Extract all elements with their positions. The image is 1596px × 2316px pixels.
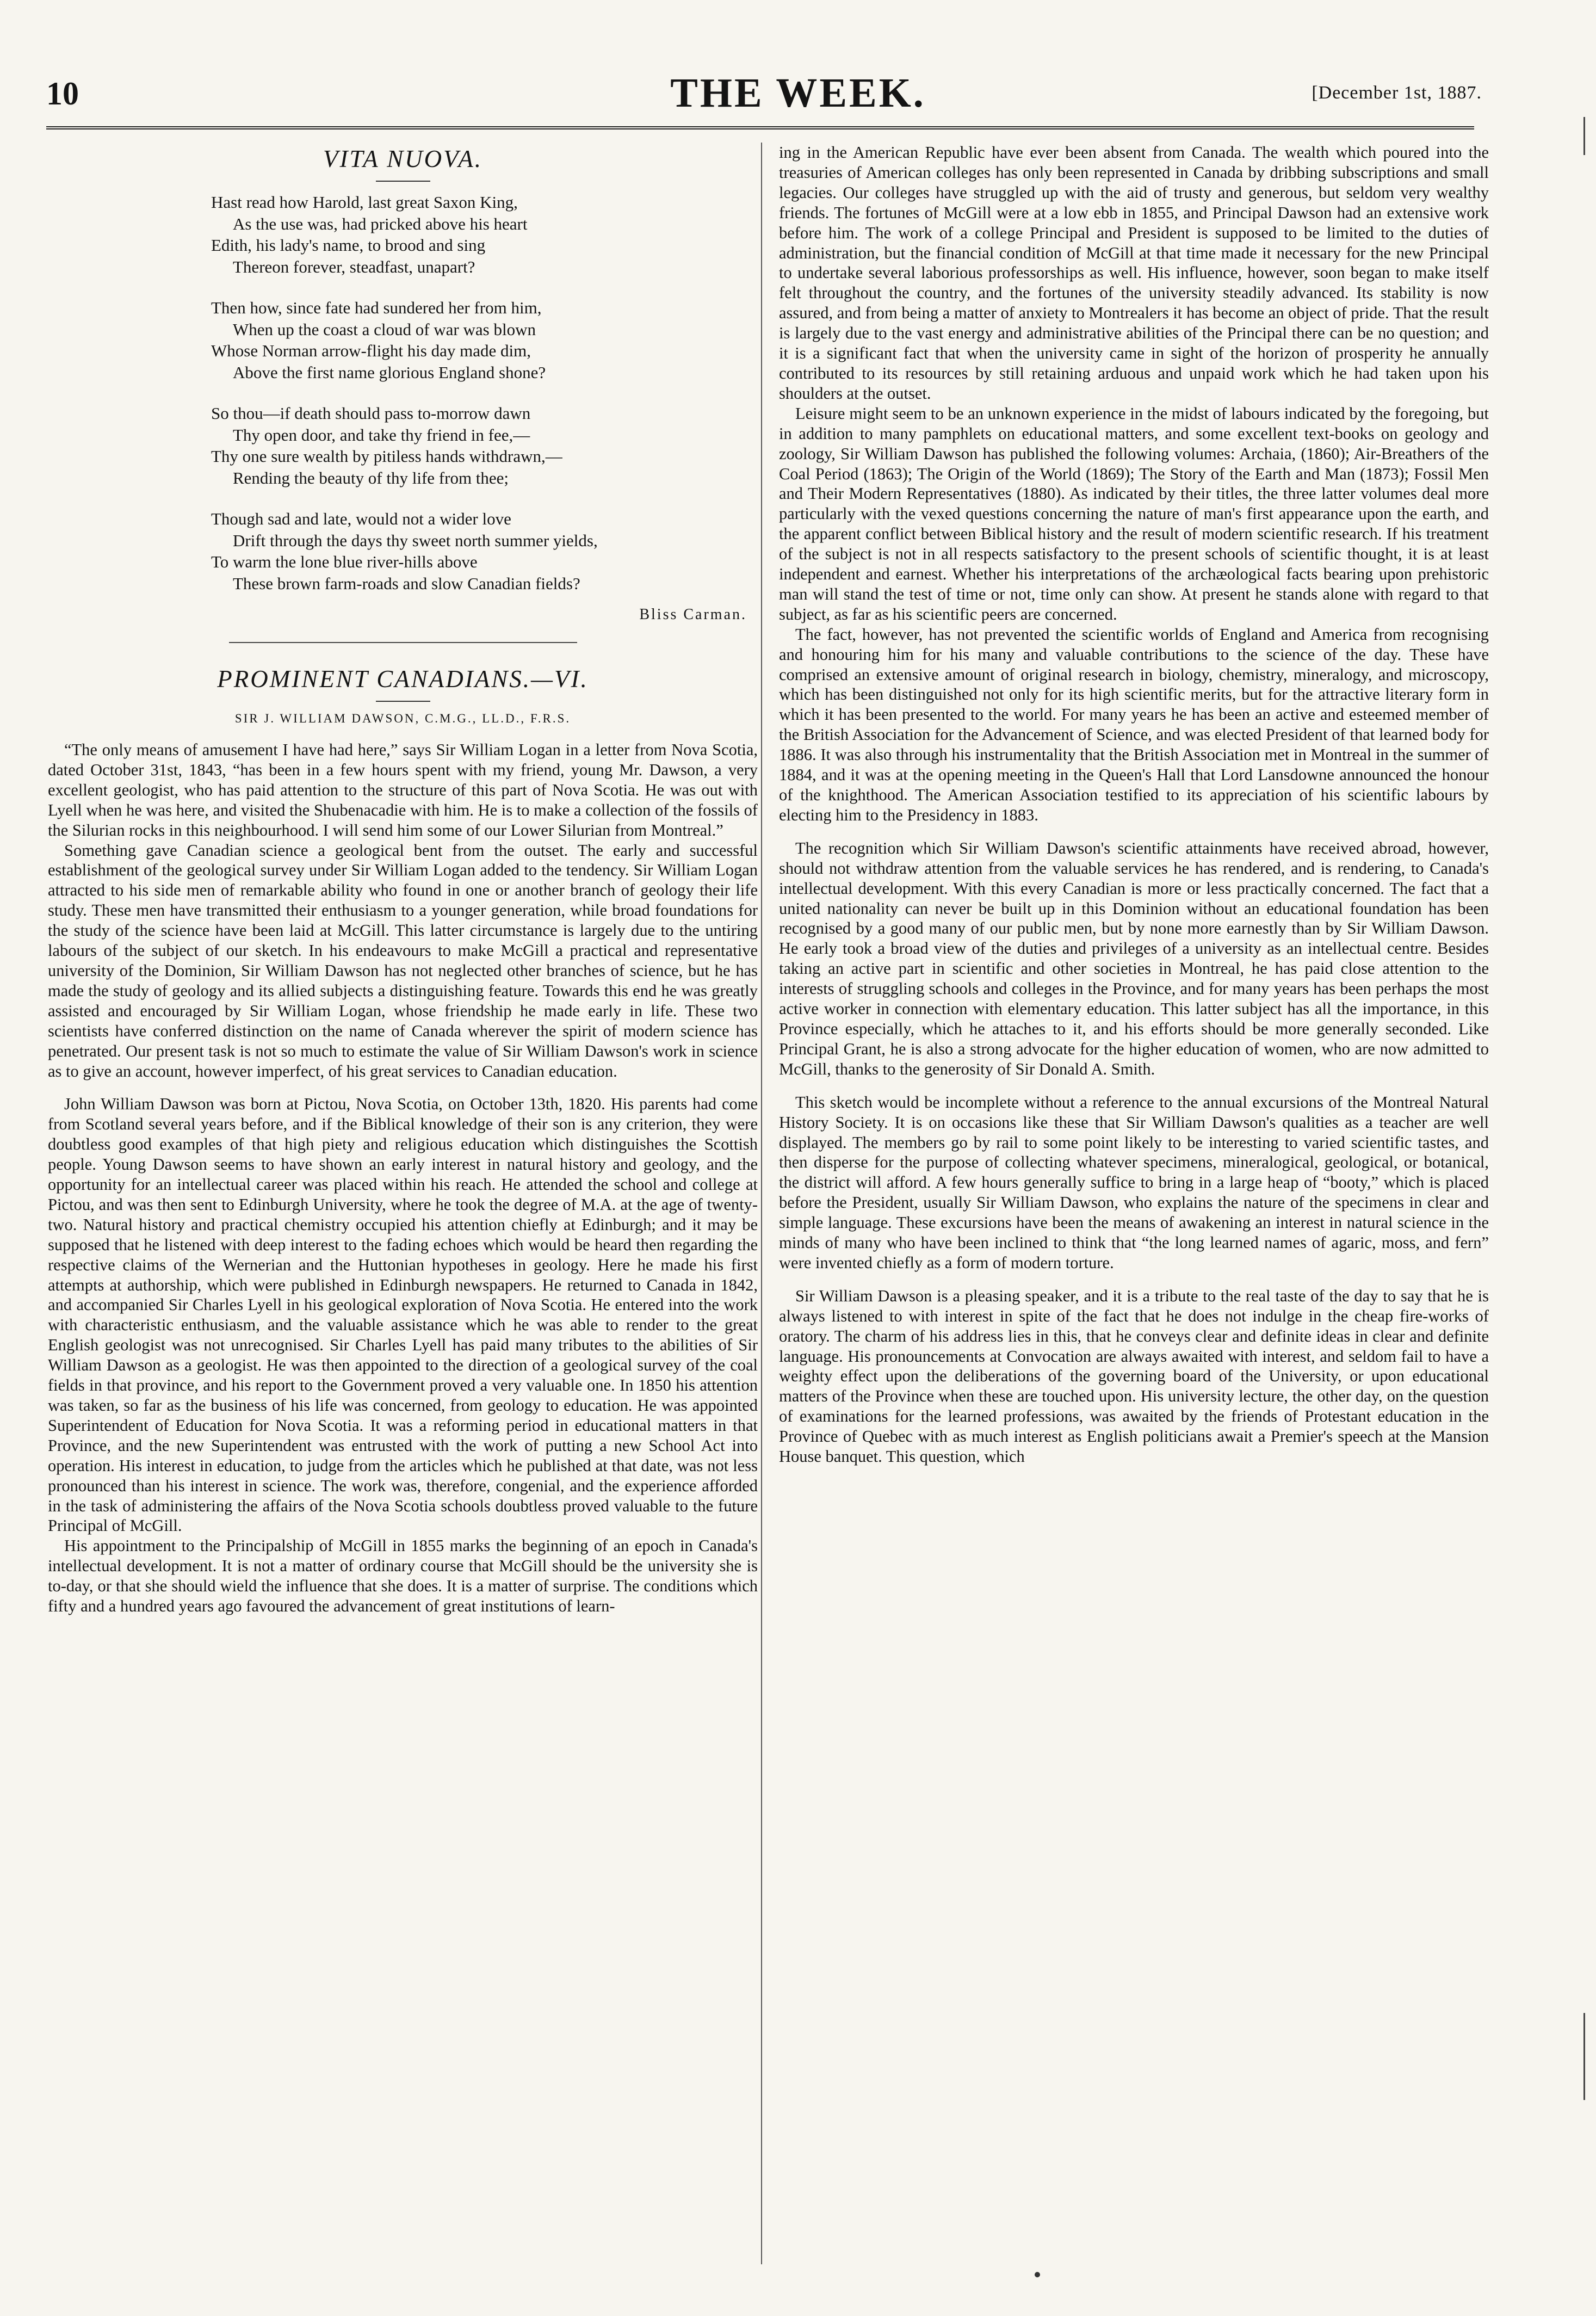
- page-number: 10: [46, 76, 79, 112]
- article-paragraph: “The only means of amusement I have had here,” says Sir William Logan in a letter from Nova Scotia, dated October 31st, 1843, “has been in a few hours spent with my friend, young Mr. Dawson, a very excellent geologist, who has paid attention to the structure of this part of Nova Scotia. He was out with Lyell when he was here, and visited the Shubenacadie with him. He is to make a collection of the fossils of the Silurian rocks in this neighbourhood. I will send him some of our Lower Silurian from Montreal.”: [48, 740, 758, 839]
- poem-line: To warm the lone blue river-hills above: [211, 552, 478, 571]
- column-divider: [761, 143, 762, 2264]
- poem-line: Though sad and late, would not a wider love: [211, 509, 511, 528]
- printer-mark: [1035, 2272, 1040, 2277]
- left-column: [48, 143, 758, 2275]
- poem-line: Thy open door, and take thy friend in fee,—: [233, 425, 530, 444]
- poem-line: Edith, his lady's name, to brood and sing: [211, 236, 486, 255]
- poem-line: Then how, since fate had sundered her from him,: [211, 298, 542, 317]
- issue-date: [December 1st, 1887.: [1312, 83, 1482, 103]
- title-rule: [376, 181, 430, 182]
- poem-author: Bliss Carman.: [639, 606, 747, 623]
- masthead-title: THE WEEK.: [670, 70, 926, 116]
- edge-mark: [1583, 117, 1585, 155]
- poem-line: These brown farm-roads and slow Canadian fields?: [233, 573, 580, 593]
- poem-line: Whose Norman arrow-flight his day made dim,: [211, 341, 531, 360]
- poem-line: When up the coast a cloud of war was blown: [233, 319, 536, 339]
- edge-mark: [1583, 2013, 1585, 2100]
- page-header: [0, 0, 1596, 125]
- poem-line: Above the first name glorious England shone?: [233, 362, 546, 382]
- poem-line: As the use was, had pricked above his heart: [233, 214, 528, 233]
- header-rule: [46, 126, 1474, 129]
- poem-line: Drift through the days thy sweet north summer yields,: [233, 530, 598, 550]
- poem-line: Thy one sure wealth by pitiless hands withdrawn,—: [211, 447, 562, 466]
- title-rule: [376, 701, 430, 702]
- right-column: [779, 143, 1489, 2275]
- article-paragraph: John William Dawson was born at Pictou, Nova Scotia, on October 13th, 1820. His parents had come from Scotland several years before, and if the Biblical knowledge of their son is any criterion, they were doubtless good examples of that high piety and religious education which distinguishes the Scottish people. Young Dawson seems to have shown an early interest in natural history and geology, and the opportunity for an intellectual career was placed within his reach. He attended the school and college at Pictou, and was then sent to Edinburgh University, where he took the degree of M.A. at the age of twenty-two. Natural history and practical chemistry occupied his attention chiefly at Edinburgh; and it may be supposed that he listened with deep interest to the fading echoes which would be heard then regarding the respective claims of the Wernerian and the Huttonian hypotheses in geology. Here he made his first attempts at authorship, which were published in Edinburgh newspapers. He returned to Canada in 1842, and accompanied Sir Charles Lyell in his geological exploration of Nova Scotia. He entered into the work with characteristic enthusiasm, and the valuable assistance which he was able to render to the great English geologist was not unrecognised. Sir Charles Lyell has paid many tributes to the abilities of Sir William Dawson as a geologist. He was then appointed to the direction of a geological survey of the coal fields in that province, and his report to the Government proved a very valuable one. In 1850 his attention was taken, so far as the business of his life was concerned, from geology to education. He was appointed Superintendent of Education for Nova Scotia. It was a reforming period in educational matters in that Province, and the new Superintendent was entrusted with the work of putting a new School Act into operation. His interest in education, to judge from the articles which he published at that date, was not less pronounced than his interest in science. The work was, therefore, congenial, and the experience afforded in the task of administering the affairs of the Nova Scotia schools doubtless proved valuable to the future Principal of McGill.: [48, 1095, 758, 1535]
- article-paragraph: Leisure might seem to be an unknown experience in the midst of labours indicated by the foregoing, but in addition to many pamphlets on educational matters, and some excellent text-books on geology and zoology, Sir William Dawson has published the following volumes: Archaia, (1860); Air-Breathers of the Coal Period (1863); The Origin of the World (1869); The Story of the Earth and Man (1873); Fossil Men and Their Modern Representatives (1880). As indicated by their titles, the three latter volumes deal more particularly with the vexed questions concerning the nature of man's first appearance upon the earth, and the apparent conflict between Biblical history and the result of modern scientific research. If his treatment of the subject is not in all respects satisfactory to the present schools of scientific thought, it is at least independent and earnest. Whether his interpretations of the archæological facts bearing upon prehistoric man will stand the test of time or not, time only can show. At present he stands alone with regard to that subject, as far as his scientific peers are concerned.: [779, 404, 1489, 623]
- poem-stanza: [211, 403, 758, 489]
- article-paragraph: The fact, however, has not prevented the scientific worlds of England and America from recognising and honouring him for his many and valuable contributions to the science of the day. These have comprised an extensive amount of original research in biology, chemistry, mineralogy, and microscopy, which has been distinguished not only for its high scientific merits, but for the attractive literary form in which it has been presented to the world. For many years he has been an active and esteemed member of the British Association for the Advancement of Science, and was elected President of that learned body for 1886. It was also through his instrumentality that the British Association met in Montreal in the summer of 1884, and it was at the opening meeting in the Queen's Hall that Lord Lansdowne announced the honour of the knighthood. The American Association testified to its appreciation of his scientific labours by electing him to the Presidency in 1883.: [779, 625, 1489, 824]
- article-text-right: [779, 143, 1489, 1467]
- article-paragraph: ing in the American Republic have ever been absent from Canada. The wealth which poured into the treasuries of American colleges has only been represented in Canada by dribbing subscriptions and small legacies. Our colleges have struggled up with the aid of trusty and generous, but seldom very wealthy friends. The fortunes of McGill were at a low ebb in 1855, and Principal Dawson had an extensive work before him. The work of a college Principal and President is supposed to be limited to the duties of administration, but the financial condition of McGill at that time made it necessary for the new Principal to undertake several laborious professorships as well. His influence, however, soon began to make itself felt throughout the country, and the fortunes of the university steadily advanced. Its stability is now assured, and from being a matter of anxiety to Montrealers it has become an object of pride. That the result is largely due to the vast energy and administrative abilities of the Principal there can be no question; and it is a significant fact that when the university came in sight of the horizon of prosperity he annually contributed to its resources by still retaining arduous and unpaid work which he had taken upon his shoulders at the outset.: [779, 143, 1489, 403]
- poem-title: VITA NUOVA.: [323, 145, 482, 172]
- poem-body: [48, 192, 758, 594]
- article-paragraph: The recognition which Sir William Dawson's scientific attainments have received abroad, however, should not withdraw attention from the valuable services he has rendered, and is rendering, to Canada's intellectual development. With this every Canadian is more or less practically concerned. The fact that a united nationality can never be built up in this Dominion without an educational foundation has been recognised by a good many of our public men, but by none more earnestly than by Sir William Dawson. He early took a broad view of the duties and privileges of a university as an intellectual centre. Besides taking an active part in scientific and other societies in Montreal, he has paid close attention to the interests of struggling schools and colleges in the Province, and for many years has been perhaps the most active worker in connection with elementary education. This latter subject has all the importance, in this Province especially, which he attaches to it, and his efforts should be more generally seconded. Like Principal Grant, he is also a strong advocate for the higher education of women, who are now admitted to McGill, thanks to the generosity of Sir Donald A. Smith.: [779, 838, 1489, 1078]
- poem-line: Hast read how Harold, last great Saxon King,: [211, 193, 518, 212]
- article-paragraph: His appointment to the Principalship of McGill in 1855 marks the beginning of an epoch in Canada's intellectual development. It is not a matter of ordinary course that McGill should be the university she is to-day, or that she should wield the influence that she does. It is a matter of surprise. The conditions which fifty and a hundred years ago favoured the advancement of great institutions of learn-: [48, 1536, 758, 1616]
- poem-line: So thou—if death should pass to-morrow dawn: [211, 404, 531, 423]
- poem-stanza: [211, 297, 758, 383]
- poem-stanza: [211, 192, 758, 277]
- article-paragraph: This sketch would be incomplete without a reference to the annual excursions of the Montreal Natural History Society. It is on occasions like these that Sir William Dawson's qualities as a teacher are well displayed. The members go by rail to some point likely to be interesting to varied scientific tastes, and then disperse for the purpose of collecting whatever specimens, mineralogical, geological, or botanical, the district will afford. A few hours generally suffice to bring in a large heap of “booty,” which is placed before the President, usually Sir William Dawson, who explains the nature of the specimens in clear and simple language. These excursions have been the means of awakening an interest in natural science in the minds of many who have been inclined to think that “the long learned names of agaric, moss, and fern” were invented chiefly as a form of modern torture.: [779, 1092, 1489, 1272]
- article-title: PROMINENT CANADIANS.—VI.: [217, 665, 589, 693]
- article-subject: SIR J. WILLIAM DAWSON, C.M.G., LL.D., F.R.S.: [234, 712, 571, 725]
- poem-line: Thereon forever, steadfast, unapart?: [233, 257, 475, 276]
- article-text-left: [48, 740, 758, 1616]
- article-paragraph: Sir William Dawson is a pleasing speaker, and it is a tribute to the real taste of the day to say that he is always listened to with interest in spite of the fact that he does not indulge in the cheap fire-works of oratory. The charm of his address lies in this, that he conveys clear and definite ideas in clear and definite language. His pronouncements at Convocation are always awaited with interest, and seldom fail to have a weighty effect upon the deliberations of the governing board of the University, or upon educational matters of the Province when these are touched upon. His university lecture, the other day, on the question of examinations for the learned professions, was awaited by the friends of Protestant education in the Province of Quebec with as much interest as English politicians await a Premier's speech at the Mansion House banquet. This question, which: [779, 1286, 1489, 1466]
- poem-stanza: [211, 508, 758, 594]
- poem-line: Rending the beauty of thy life from thee;: [233, 468, 509, 487]
- article-paragraph: Something gave Canadian science a geological bent from the outset. The early and successful establishment of the geological survey under Sir William Logan added to the tendency. Sir William Logan attracted to his side men of remarkable ability who found in one or another branch of geology their life study. These men have transmitted their enthusiasm to a younger generation, while broad foundations for the study of the science have been laid at McGill. This latter circumstance is largely due to the untiring labours of the subject of our sketch. In his endeavours to make McGill a practical and representative university of the Dominion, Sir William Dawson has not neglected other branches of science, but he has made the study of geology and its allied subjects a distinguishing feature. Towards this end he was greatly assisted and encouraged by Sir William Logan, whose friendship he made early in life. These two scientists have conferred distinction on the name of Canada wherever the spirit of modern science has penetrated. Our present task is not so much to estimate the value of Sir William Dawson's work in science as to give an account, however imperfect, of his great services to Canadian education.: [48, 841, 758, 1080]
- section-rule: [229, 642, 577, 643]
